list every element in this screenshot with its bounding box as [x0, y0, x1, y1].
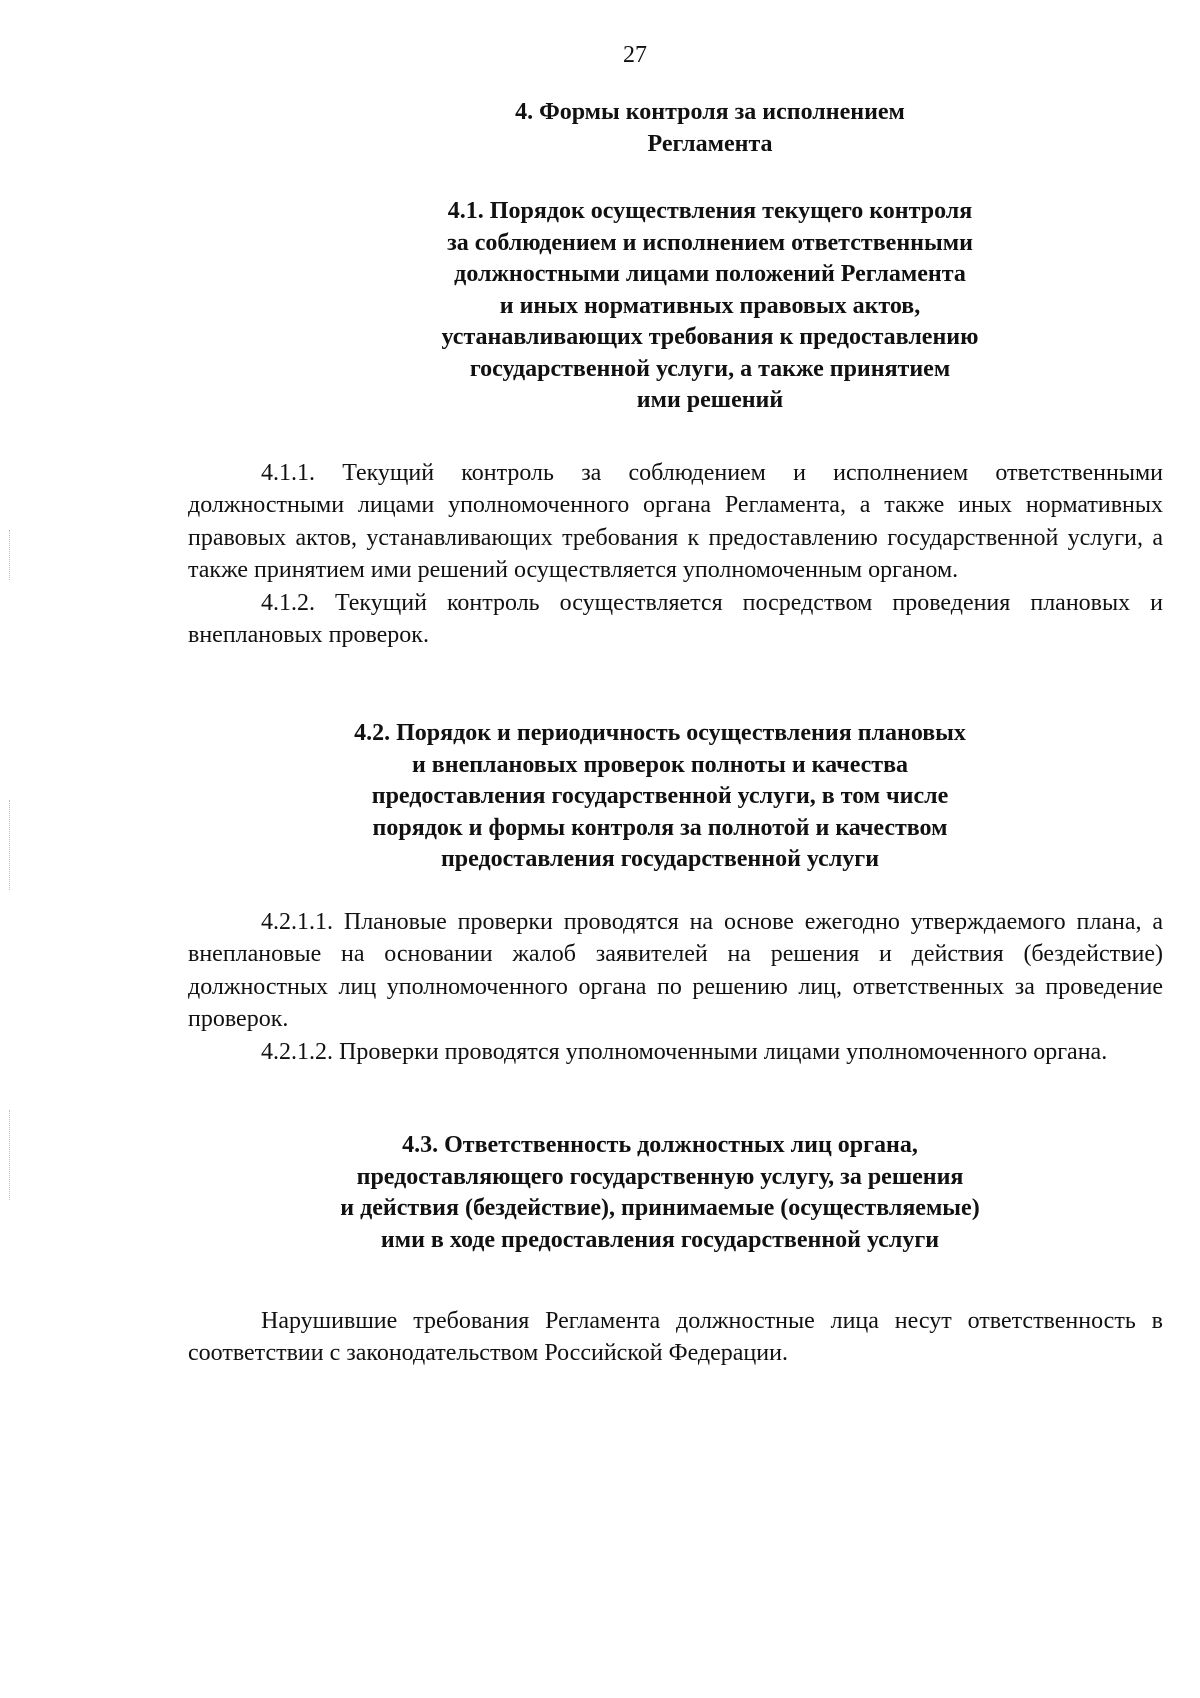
scan-artifact	[9, 800, 11, 890]
page-number: 27	[623, 42, 647, 68]
section-heading-4-3: 4.3. Ответственность должностных лиц органа, предоставляющего государственную услугу, за решения и действия (бездействие), принимаемые (осуществляемые) ими в ходе предоставления государственной услуги	[340, 1132, 980, 1253]
scan-artifact	[9, 1110, 11, 1200]
section-heading-4-2: 4.2. Порядок и периодичность осуществления плановых и внеплановых проверок полноты и качества предоставления государственной услуги, в том числе порядок и формы контроля за полнотой и качеством предоставления государственной услуги	[354, 720, 966, 872]
section-body-4-3	[188, 1305, 1163, 1370]
paragraph-4-2-1-2: 4.2.1.2. Проверки проводятся уполномоченными лицами уполномоченного органа.	[261, 1038, 1108, 1065]
paragraph-4-2-1-1: 4.2.1.1. Плановые проверки проводятся на основе ежегодно утверждаемого плана, а внеплановые на основании жалоб заявителей на решения и действия (бездействие) должностных лиц уполномоченного органа по решению лиц, ответственных за проведение проверок.	[188, 909, 1163, 1033]
paragraph-4-1-1: 4.1.1. Текущий контроль за соблюдением и исполнением ответственными должностными лицами уполномоченного органа Регламента, а также иных нормативных правовых актов, устанавливающих требования к предоставлению государственной услуги, а также принятием ими решений осуществляется уполномоченным органом.	[188, 460, 1163, 584]
chapter-heading: 4. Формы контроля за исполнением Регламента	[515, 99, 905, 157]
section-body-4-2	[188, 906, 1163, 1068]
scan-artifact	[9, 530, 11, 580]
section-heading-4-1: 4.1. Порядок осуществления текущего контроля за соблюдением и исполнением ответственными должностными лицами положений Регламента и иных нормативных правовых актов, устанавливающих требования к предоставлению государственной услуги, а также принятием ими решений	[441, 198, 979, 413]
paragraph-4-1-2: 4.1.2. Текущий контроль осуществляется посредством проведения плановых и внеплановых проверок.	[188, 589, 1163, 649]
section-body-4-1	[188, 457, 1163, 651]
paragraph-4-3: Нарушившие требования Регламента должностные лица несут ответственность в соответствии с законодательством Российской Федерации.	[188, 1308, 1163, 1367]
